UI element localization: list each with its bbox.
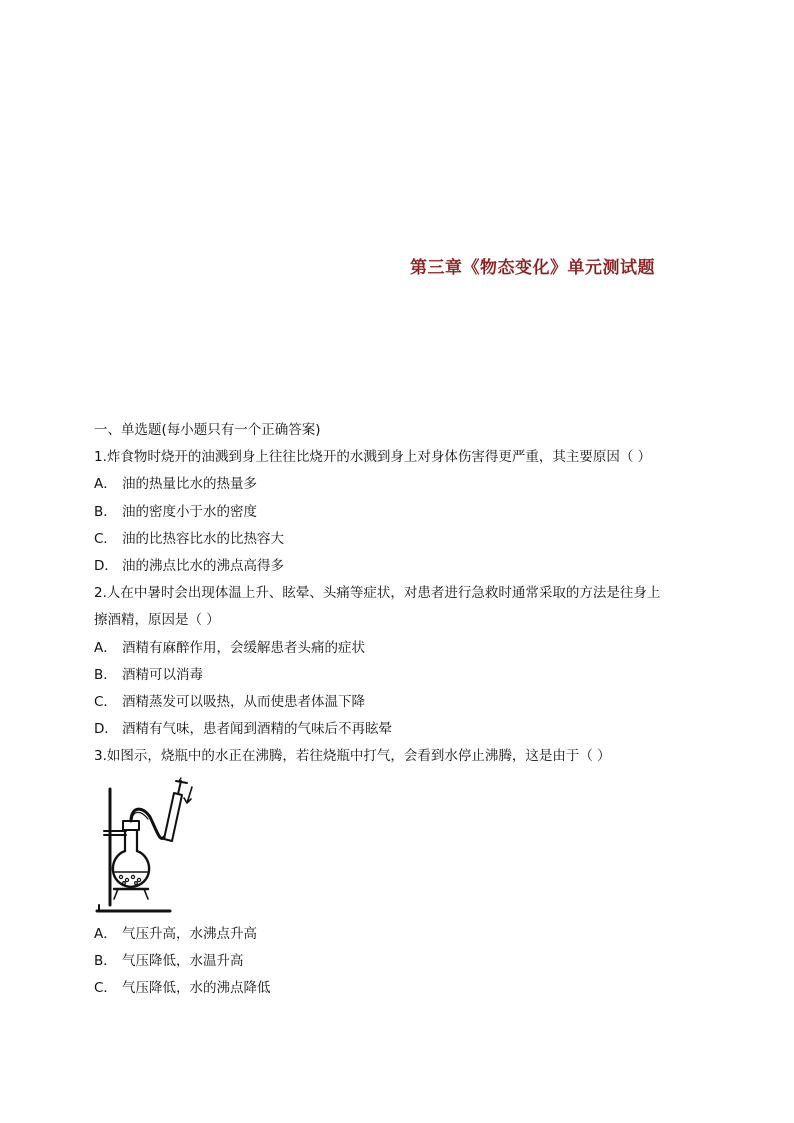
clamp-arm — [104, 831, 126, 835]
option-text: 气压降低，水的沸点降低 — [122, 980, 271, 997]
question-1-option-d[interactable] — [94, 553, 704, 580]
page-title: 第三章《物态变化》单元测试题 — [410, 258, 655, 278]
question-section — [94, 417, 704, 1002]
option-letter: C． — [94, 980, 117, 997]
option-letter: B． — [94, 503, 117, 520]
option-text: 酒精有麻醉作用，会缓解患者头痛的症状 — [122, 639, 365, 656]
question-2-option-b[interactable] — [94, 662, 704, 689]
question-3-option-c[interactable] — [94, 975, 704, 1002]
option-text: 气压降低，水温升高 — [122, 952, 244, 969]
question-2-stem-line-2: 擦酒精，原因是（ ） — [94, 612, 220, 629]
option-text: 酒精可以消毒 — [122, 666, 203, 683]
option-text: 酒精有气味，患者闻到酒精的气味后不再眩晕 — [122, 721, 392, 738]
option-text: 油的热量比水的热量多 — [122, 476, 257, 493]
flask-apparatus-figure — [94, 777, 206, 917]
option-text: 油的密度小于水的密度 — [122, 503, 257, 520]
option-letter: A． — [94, 476, 117, 493]
question-1-stem: 1.炸食物时烧开的油溅到身上往往比烧开的水溅到身上对身体伤害得更严重，其主要原因（ ） — [94, 449, 652, 466]
option-letter: C． — [94, 694, 117, 711]
option-letter: A． — [94, 639, 117, 656]
question-1-option-a[interactable] — [94, 471, 704, 498]
down-arrow-icon — [184, 787, 192, 803]
pump-body — [164, 793, 182, 841]
option-text: 油的比热容比水的比热容大 — [122, 530, 284, 547]
question-1-option-c[interactable] — [94, 526, 704, 553]
option-letter: D． — [94, 721, 118, 738]
option-letter: A． — [94, 925, 117, 942]
section-heading: 一、单选题(每小题只有一个正确答案) — [94, 422, 321, 438]
flask-bulb — [113, 851, 149, 887]
question-1-option-b[interactable] — [94, 499, 704, 526]
question-3-option-a[interactable] — [94, 921, 704, 948]
option-letter: D． — [94, 558, 118, 575]
option-letter: B． — [94, 952, 117, 969]
question-2-stem-line-1: 2.人在中暑时会出现体温上升、眩晕、头痛等症状，对患者进行急救时通常采取的方法是往身上 — [94, 585, 661, 602]
question-2-option-d[interactable] — [94, 716, 704, 743]
option-text: 气压升高，水沸点升高 — [122, 925, 257, 942]
bubbles-icon — [119, 875, 140, 884]
pump-handle — [176, 781, 187, 794]
question-2-option-c[interactable] — [94, 689, 704, 716]
option-text: 油的沸点比水的沸点高得多 — [122, 558, 284, 575]
option-letter: C． — [94, 530, 117, 547]
option-letter: B． — [94, 666, 117, 683]
option-text: 酒精蒸发可以吸热，从而使患者体温下降 — [122, 694, 365, 711]
question-3-option-b[interactable] — [94, 948, 704, 975]
question-2-option-a[interactable] — [94, 635, 704, 662]
question-3-stem: 3.如图示，烧瓶中的水正在沸腾，若往烧瓶中打气，会看到水停止沸腾，这是由于（ ） — [94, 748, 611, 765]
